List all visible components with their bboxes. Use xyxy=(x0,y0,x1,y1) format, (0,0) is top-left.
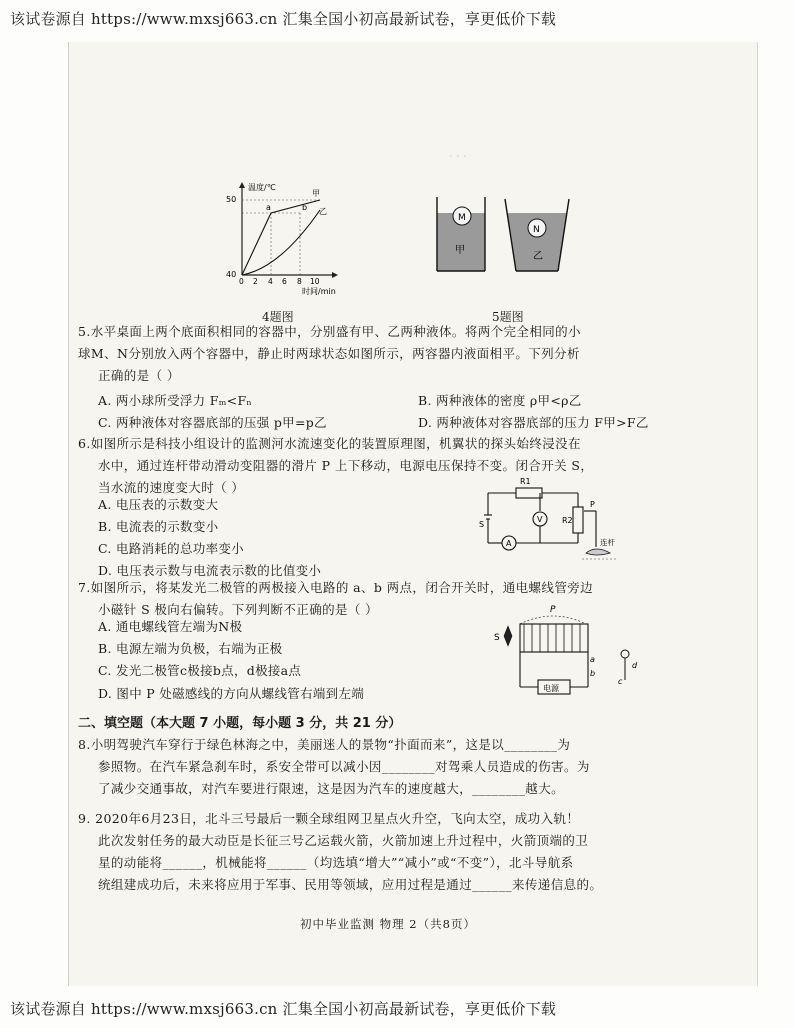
page-footer: 初中毕业监测 物理 2（共8页） xyxy=(300,917,476,931)
fig4-xtick-6: 6 xyxy=(282,277,287,286)
q9-line-3: 星的动能将______，机械能将______（均选填“增大”“减小”或“不变”），北斗导航系 xyxy=(98,855,574,870)
q9-line-1: 9. 2020年6月23日，北斗三号最后一颗全球组网卫星点火升空，飞向太空，成功入轨！ xyxy=(78,811,580,826)
fig4-xtick-10: 10 xyxy=(310,277,320,286)
q7-option-c[interactable]: C. 发光二极管c极接b点，d极接a点 xyxy=(98,663,302,678)
q6-option-a[interactable]: A. 电压表的示数变大 xyxy=(98,497,219,512)
fig4-xtick-0: 0 xyxy=(239,277,244,286)
q5-line-1: 5.水平桌面上两个底面积相同的容器中，分别盛有甲、乙两种液体。将两个完全相同的小 xyxy=(78,324,581,339)
q8-line-2: 参照物。在汽车紧急刹车时，系安全带可以减小因________对驾乘人员造成的伤害。为 xyxy=(98,759,590,774)
fig7-label-c: c xyxy=(618,677,623,686)
q9-line-2: 此次发射任务的最大动臣是长征三号乙运载火箭，火箭加速上升过程中，火箭顶端的卫 xyxy=(98,833,589,848)
fig4-label-jia: 甲 xyxy=(312,189,320,198)
fig7-label-source: 电源 xyxy=(543,684,559,693)
fig5-ball-m: M xyxy=(458,213,466,223)
circuit-label-v: V xyxy=(537,515,543,524)
section-2-title: 二、填空题（本大题 7 小题，每小题 3 分，共 21 分） xyxy=(78,716,402,731)
q9-line-4: 统组建成功后，未来将应用于军事、民用等领域，应用过程是通过______来传递信息的。 xyxy=(98,877,603,892)
led-icon xyxy=(621,650,629,658)
circuit-label-rod: 连杆 xyxy=(600,538,615,547)
source-banner-bottom[interactable]: 该试卷源自 https://www.mxsj663.cn 汇集全国小初高最新试卷，享更低价下载 xyxy=(10,1000,557,1018)
fig4-label-yi: 乙 xyxy=(319,207,327,216)
fig7-label-s: S xyxy=(494,633,500,643)
circuit-label-p: P xyxy=(590,500,595,509)
fig4-curve-jia xyxy=(242,200,320,275)
q5-line-2: 球M、N分别放入两个容器中，静止时两球状态如图所示，两容器内液面相平。下列分析 xyxy=(78,346,580,361)
solenoid-icon xyxy=(520,624,588,652)
q7-line-2: 小磁针 S 极向右偏转。下列判断不正确的是（ ） xyxy=(98,602,379,617)
fig4-xtick-8: 8 xyxy=(297,277,302,286)
q5-option-c[interactable]: C. 两种液体对容器底部的压强 p甲=p乙 xyxy=(98,415,327,430)
q6-circuit-diagram xyxy=(478,473,658,573)
compass-needle-icon xyxy=(504,626,512,646)
fig7-label-d: d xyxy=(632,661,638,670)
q7-option-d[interactable]: D. 图中 P 处磁感线的方向从螺线管右端到左端 xyxy=(98,686,365,701)
fig4-label-a: a xyxy=(266,203,271,212)
fig4-curve-yi xyxy=(242,210,320,275)
circuit-label-s: S xyxy=(479,520,485,529)
q5-line-3: 正确的是（ ） xyxy=(98,368,180,383)
fig4-xtick-2: 2 xyxy=(253,277,258,286)
fig4-ytick-40: 40 xyxy=(226,270,237,279)
resistor-r1-icon xyxy=(516,488,542,498)
q5-option-d[interactable]: D. 两种液体对容器底部的压力 F甲>F乙 xyxy=(418,415,649,430)
fig7-label-a: a xyxy=(590,655,595,664)
q7-option-b[interactable]: B. 电源左端为负极，右端为正极 xyxy=(98,641,283,656)
fig7-label-b: b xyxy=(590,669,596,678)
q6-option-c[interactable]: C. 电路消耗的总功率变小 xyxy=(98,541,244,556)
circuit-label-r1: R1 xyxy=(520,477,531,486)
fig7-label-p: P xyxy=(550,605,556,615)
source-banner-top[interactable]: 该试卷源自 https://www.mxsj663.cn 汇集全国小初高最新试卷，享更低价下载 xyxy=(10,10,557,28)
circuit-label-a: A xyxy=(506,539,512,548)
fig4-xtick-4: 4 xyxy=(268,277,273,286)
q6-line-3: 当水流的速度变大时（ ） xyxy=(98,480,245,495)
q6-option-b[interactable]: B. 电流表的示数变小 xyxy=(98,519,219,534)
q7-solenoid-diagram xyxy=(490,602,660,702)
bleed-through-text: · · · xyxy=(449,150,467,163)
q6-line-2: 水中，通过连杆带动滑动变阻器的滑片 P 上下移动，电源电压保持不变。闭合开关 S， xyxy=(98,458,594,473)
fig5-liquid-yi: 乙 xyxy=(533,251,543,262)
circuit-label-r2: R2 xyxy=(562,516,573,525)
q8-line-3: 了减少交通事故，对汽车要进行限速，这是因为汽车的速度越大，________越大。 xyxy=(98,781,565,796)
fig5-containers xyxy=(425,195,585,275)
fig4-ylabel: 温度/℃ xyxy=(248,183,276,192)
probe-icon xyxy=(586,549,610,555)
fig4-ytick-50: 50 xyxy=(226,195,237,204)
q6-line-1: 6.如图所示是科技小组设计的监测河水流速变化的装置原理图，机翼状的探头始终浸没在 xyxy=(78,436,581,451)
q5-option-b[interactable]: B. 两种液体的密度 ρ甲<ρ乙 xyxy=(418,393,582,408)
fig4-caption: 4题图 xyxy=(262,310,294,324)
q8-line-1: 8.小明驾驶汽车穿行于绿色林海之中，美丽迷人的景物“扑面而来”，这是以________为 xyxy=(78,737,571,752)
q7-option-a[interactable]: A. 通电螺线管左端为N极 xyxy=(98,619,243,634)
fig4-xlabel: 时间/min xyxy=(302,287,336,295)
rheostat-r2-icon xyxy=(573,507,583,533)
fig5-ball-n: N xyxy=(533,225,540,235)
fig5-caption: 5题图 xyxy=(492,310,524,324)
q5-option-a[interactable]: A. 两小球所受浮力 Fₘ<Fₙ xyxy=(98,393,253,408)
q6-option-d[interactable]: D. 电压表示数与电流表示数的比值变小 xyxy=(98,563,322,578)
fig5-liquid-jia: 甲 xyxy=(455,245,465,256)
fig4-graph xyxy=(220,180,350,295)
q7-line-1: 7.如图所示，将某发光二极管的两极接入电路的 a、b 两点，闭合开关时，通电螺线管旁边 xyxy=(78,580,594,595)
fig4-label-b: b xyxy=(302,203,308,212)
